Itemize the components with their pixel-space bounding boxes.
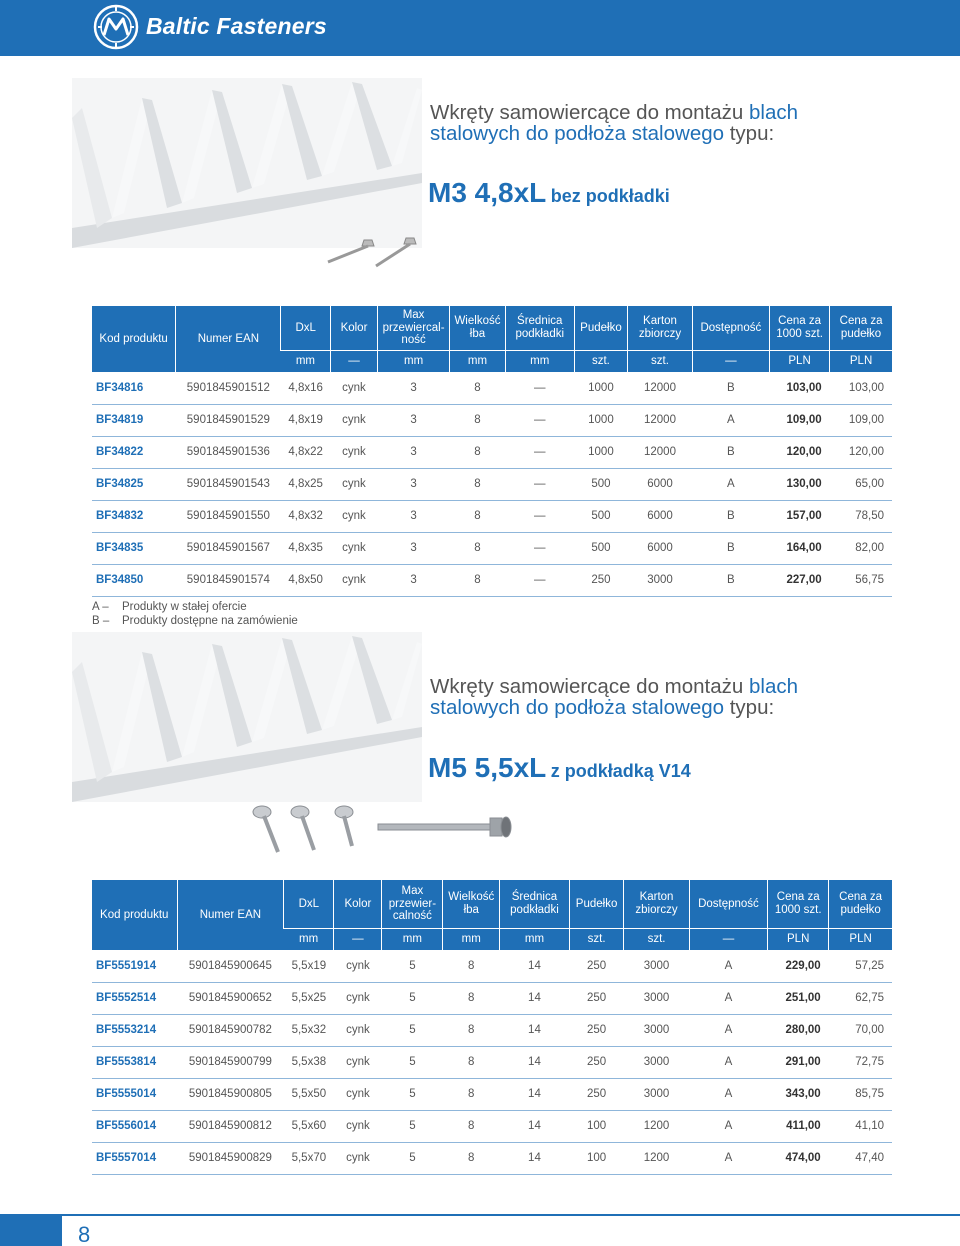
table-cell: 5901845901512: [176, 372, 281, 404]
title-text: Wkręty samowiercące do montażu: [430, 675, 750, 698]
table-cell: 3000: [624, 1046, 689, 1078]
table-cell: B: [692, 564, 769, 596]
column-header: Numer EAN: [176, 306, 281, 372]
table-row: [92, 468, 892, 500]
table-cell: 3: [378, 372, 450, 404]
table-cell: —: [505, 436, 574, 468]
table-cell: B: [692, 500, 769, 532]
table-cell: 14: [500, 982, 570, 1014]
table-cell: 4,8x35: [281, 532, 330, 564]
table-cell: BF5553214: [92, 1014, 177, 1046]
table-cell: B: [692, 372, 769, 404]
logo-icon: [92, 3, 140, 51]
column-header: Kod produktu: [92, 880, 177, 950]
table-cell: A: [689, 1046, 767, 1078]
table-cell: 5,5x38: [284, 1046, 334, 1078]
table-cell: 8: [450, 564, 506, 596]
column-header: Kod produktu: [92, 306, 176, 372]
unit-header: —: [330, 350, 377, 372]
table-cell: 3: [378, 468, 450, 500]
product-table: [92, 880, 892, 1175]
table-cell: 8: [443, 1142, 500, 1174]
unit-header: —: [334, 928, 382, 950]
table-row: [92, 1046, 892, 1078]
footer-bar: [0, 1214, 62, 1246]
table-cell: 65,00: [830, 468, 892, 500]
table-cell: 164,00: [770, 532, 830, 564]
table-cell: 5,5x70: [284, 1142, 334, 1174]
table-cell: 12000: [628, 372, 692, 404]
brand-name: Baltic Fasteners: [146, 13, 327, 39]
table-cell: 8: [450, 468, 506, 500]
column-header: Dostępność: [692, 306, 769, 350]
table-cell: 41,10: [829, 1110, 892, 1142]
unit-header: mm: [378, 350, 450, 372]
table-cell: 5901845900812: [177, 1110, 284, 1142]
table-cell: 500: [574, 532, 628, 564]
table-row: [92, 1078, 892, 1110]
table-cell: cynk: [330, 468, 377, 500]
table-cell: 47,40: [829, 1142, 892, 1174]
unit-header: —: [689, 928, 767, 950]
table-cell: —: [505, 532, 574, 564]
table-cell: A: [689, 982, 767, 1014]
table-cell: 14: [500, 1046, 570, 1078]
column-header: DxL: [284, 880, 334, 928]
table-cell: 4,8x32: [281, 500, 330, 532]
table-cell: 103,00: [770, 372, 830, 404]
table-cell: 4,8x16: [281, 372, 330, 404]
column-header: DxL: [281, 306, 330, 350]
column-header: Max przewier-calność: [382, 880, 443, 928]
table-cell: 120,00: [830, 436, 892, 468]
table-cell: 8: [450, 436, 506, 468]
table-cell: 5901845901567: [176, 532, 281, 564]
table-cell: 5901845901574: [176, 564, 281, 596]
unit-header: mm: [284, 928, 334, 950]
column-header: Dostępność: [689, 880, 767, 928]
table-cell: 227,00: [770, 564, 830, 596]
table-cell: BF34835: [92, 532, 176, 564]
column-header: Numer EAN: [177, 880, 284, 950]
section-title: [430, 102, 798, 144]
unit-header: PLN: [770, 350, 830, 372]
title-highlight: blach: [749, 101, 799, 124]
table-cell: 4,8x25: [281, 468, 330, 500]
table-cell: 1200: [624, 1142, 689, 1174]
table-cell: 3000: [624, 1078, 689, 1110]
table-cell: 14: [500, 1078, 570, 1110]
table-cell: A: [689, 1142, 767, 1174]
model-heading: [428, 177, 670, 209]
table-cell: A: [692, 404, 769, 436]
table-cell: 3000: [624, 982, 689, 1014]
unit-header: szt.: [624, 928, 689, 950]
table-cell: cynk: [330, 500, 377, 532]
column-header: Cena za 1000 szt.: [768, 880, 829, 928]
table-cell: cynk: [334, 1142, 382, 1174]
table-cell: 3000: [624, 950, 689, 982]
table-cell: 4,8x50: [281, 564, 330, 596]
table-cell: 500: [574, 468, 628, 500]
table-cell: 8: [443, 1110, 500, 1142]
table-row: [92, 1014, 892, 1046]
table-cell: 62,75: [829, 982, 892, 1014]
page-number: 8: [78, 1222, 91, 1246]
unit-header: szt.: [628, 350, 692, 372]
model-heading: [428, 752, 691, 784]
table-cell: 8: [443, 1078, 500, 1110]
legend-key: A –: [92, 601, 109, 613]
table-cell: 5: [382, 982, 443, 1014]
table-cell: cynk: [334, 1078, 382, 1110]
table-cell: BF34816: [92, 372, 176, 404]
table-cell: cynk: [334, 982, 382, 1014]
table-cell: 3: [378, 500, 450, 532]
table-cell: 5901845900805: [177, 1078, 284, 1110]
table-row: [92, 982, 892, 1014]
model-subtitle: z podkładką V14: [550, 761, 691, 781]
column-header: Pudełko: [569, 880, 623, 928]
table-cell: 250: [569, 1014, 623, 1046]
table-cell: 5: [382, 1046, 443, 1078]
legend-item: [92, 600, 298, 614]
table-cell: 5,5x50: [284, 1078, 334, 1110]
table-row: [92, 564, 892, 596]
column-header: Wielkość łba: [443, 880, 500, 928]
model-name: M3 4,8xL: [428, 177, 547, 208]
table-cell: 100: [569, 1110, 623, 1142]
table-cell: 103,00: [830, 372, 892, 404]
table-cell: BF5557014: [92, 1142, 177, 1174]
legend-text: Produkty w stałej ofercie: [122, 601, 247, 613]
table-cell: 109,00: [830, 404, 892, 436]
table-cell: 250: [569, 982, 623, 1014]
table-cell: 250: [569, 1078, 623, 1110]
table-cell: A: [692, 468, 769, 500]
table-cell: cynk: [330, 564, 377, 596]
table-cell: BF5552514: [92, 982, 177, 1014]
table-cell: 1000: [574, 404, 628, 436]
table-cell: 14: [500, 950, 570, 982]
table-cell: BF34825: [92, 468, 176, 500]
table-cell: 291,00: [768, 1046, 829, 1078]
table-cell: cynk: [330, 372, 377, 404]
table-cell: cynk: [330, 532, 377, 564]
table-row: [92, 404, 892, 436]
table-cell: 57,25: [829, 950, 892, 982]
table-cell: 229,00: [768, 950, 829, 982]
table-cell: 250: [574, 564, 628, 596]
table-cell: 1000: [574, 436, 628, 468]
column-header: Kolor: [334, 880, 382, 928]
table-cell: A: [689, 950, 767, 982]
column-header: Średnica podkładki: [500, 880, 570, 928]
table-cell: 8: [450, 404, 506, 436]
table-cell: 82,00: [830, 532, 892, 564]
table-cell: 5: [382, 1014, 443, 1046]
screws-image: [318, 232, 428, 272]
column-header: Karton zbiorczy: [628, 306, 692, 350]
table-cell: 12000: [628, 436, 692, 468]
table-cell: 5: [382, 1078, 443, 1110]
table-cell: A: [689, 1110, 767, 1142]
table-cell: 250: [569, 950, 623, 982]
table-cell: BF5553814: [92, 1046, 177, 1078]
table-cell: 3: [378, 404, 450, 436]
table-cell: 474,00: [768, 1142, 829, 1174]
column-header: Cena za pudełko: [830, 306, 892, 350]
title-text: typu:: [724, 696, 775, 719]
unit-header: —: [692, 350, 769, 372]
legend: [92, 600, 298, 628]
table-cell: 14: [500, 1142, 570, 1174]
table-cell: 14: [500, 1014, 570, 1046]
table-cell: 5901845900782: [177, 1014, 284, 1046]
table-cell: 8: [443, 1046, 500, 1078]
table-cell: cynk: [334, 950, 382, 982]
table-cell: cynk: [330, 404, 377, 436]
table-cell: —: [505, 468, 574, 500]
unit-header: mm: [500, 928, 570, 950]
table-row: [92, 436, 892, 468]
table-cell: BF34819: [92, 404, 176, 436]
roof-sheet-image: [72, 78, 422, 248]
table-cell: 5901845900799: [177, 1046, 284, 1078]
table-cell: 8: [450, 372, 506, 404]
table-cell: 3: [378, 436, 450, 468]
title-highlight: stalowych do podłoża stalowego: [430, 122, 725, 145]
table-cell: 280,00: [768, 1014, 829, 1046]
table-cell: cynk: [334, 1110, 382, 1142]
table-cell: 5: [382, 950, 443, 982]
title-text: typu:: [724, 122, 775, 145]
column-header: Cena za pudełko: [829, 880, 892, 928]
table-cell: 4,8x19: [281, 404, 330, 436]
table-cell: B: [692, 532, 769, 564]
table-cell: cynk: [330, 436, 377, 468]
table-cell: —: [505, 372, 574, 404]
table-cell: 8: [443, 950, 500, 982]
table-cell: 250: [569, 1046, 623, 1078]
model-name: M5 5,5xL: [428, 752, 547, 783]
table-cell: 8: [443, 1014, 500, 1046]
table-cell: cynk: [334, 1046, 382, 1078]
table-row: [92, 500, 892, 532]
table-cell: BF34832: [92, 500, 176, 532]
column-header: Karton zbiorczy: [624, 880, 689, 928]
table-row: [92, 1110, 892, 1142]
table-cell: 5: [382, 1110, 443, 1142]
table-cell: 343,00: [768, 1078, 829, 1110]
table-cell: BF5551914: [92, 950, 177, 982]
table-cell: 5,5x60: [284, 1110, 334, 1142]
column-header: Kolor: [330, 306, 377, 350]
unit-header: mm: [450, 350, 506, 372]
footer-line: [62, 1214, 960, 1216]
table-cell: 5901845901543: [176, 468, 281, 500]
table-cell: 78,50: [830, 500, 892, 532]
table-cell: BF5556014: [92, 1110, 177, 1142]
product-table: [92, 306, 892, 597]
table-cell: B: [692, 436, 769, 468]
table-cell: 12000: [628, 404, 692, 436]
unit-header: mm: [505, 350, 574, 372]
screws-image: [248, 800, 518, 862]
legend-key: B –: [92, 615, 110, 627]
column-header: Wielkość łba: [450, 306, 506, 350]
table-cell: 109,00: [770, 404, 830, 436]
table-cell: 5,5x25: [284, 982, 334, 1014]
table-row: [92, 1142, 892, 1174]
table-cell: —: [505, 500, 574, 532]
unit-header: mm: [382, 928, 443, 950]
legend-text: Produkty dostępne na zamówienie: [122, 615, 298, 627]
table-cell: —: [505, 564, 574, 596]
column-header: Cena za 1000 szt.: [770, 306, 830, 350]
table-cell: cynk: [334, 1014, 382, 1046]
table-cell: 70,00: [829, 1014, 892, 1046]
table-cell: 6000: [628, 532, 692, 564]
title-highlight: stalowych do podłoża stalowego: [430, 696, 725, 719]
table-row: [92, 532, 892, 564]
table-cell: 1200: [624, 1110, 689, 1142]
table-cell: 1000: [574, 372, 628, 404]
table-cell: 5,5x19: [284, 950, 334, 982]
table-cell: A: [689, 1014, 767, 1046]
roof-sheet-image: [72, 632, 422, 802]
table-cell: 5: [382, 1142, 443, 1174]
table-cell: 411,00: [768, 1110, 829, 1142]
table-cell: 14: [500, 1110, 570, 1142]
title-text: Wkręty samowiercące do montażu: [430, 101, 750, 124]
table-cell: 100: [569, 1142, 623, 1174]
table-row: [92, 372, 892, 404]
table-cell: 5901845900652: [177, 982, 284, 1014]
table-cell: A: [689, 1078, 767, 1110]
table-cell: 5901845901529: [176, 404, 281, 436]
table-cell: BF34850: [92, 564, 176, 596]
table-cell: 72,75: [829, 1046, 892, 1078]
table-cell: 251,00: [768, 982, 829, 1014]
model-subtitle: bez podkładki: [550, 186, 670, 206]
table-cell: 5901845900829: [177, 1142, 284, 1174]
unit-header: PLN: [829, 928, 892, 950]
table-cell: 8: [450, 532, 506, 564]
table-cell: 5901845900645: [177, 950, 284, 982]
table-cell: 157,00: [770, 500, 830, 532]
table-cell: 500: [574, 500, 628, 532]
table-cell: 3: [378, 532, 450, 564]
table-cell: 120,00: [770, 436, 830, 468]
header-bar: [0, 0, 960, 56]
column-header: Średnica podkładki: [505, 306, 574, 350]
unit-header: PLN: [768, 928, 829, 950]
unit-header: PLN: [830, 350, 892, 372]
section-title: [430, 676, 798, 718]
table-cell: 5901845901550: [176, 500, 281, 532]
table-cell: 6000: [628, 500, 692, 532]
unit-header: szt.: [574, 350, 628, 372]
table-cell: 3000: [624, 1014, 689, 1046]
unit-header: mm: [443, 928, 500, 950]
table-cell: 6000: [628, 468, 692, 500]
table-cell: 3000: [628, 564, 692, 596]
table-cell: 85,75: [829, 1078, 892, 1110]
table-cell: 56,75: [830, 564, 892, 596]
table-cell: BF34822: [92, 436, 176, 468]
legend-item: [92, 614, 298, 628]
column-header: Pudełko: [574, 306, 628, 350]
table-cell: 8: [443, 982, 500, 1014]
column-header: Max przewiercal-ność: [378, 306, 450, 350]
unit-header: szt.: [569, 928, 623, 950]
table-cell: 8: [450, 500, 506, 532]
title-highlight: blach: [749, 675, 799, 698]
table-row: [92, 950, 892, 982]
table-cell: BF5555014: [92, 1078, 177, 1110]
table-cell: 4,8x22: [281, 436, 330, 468]
table-cell: 130,00: [770, 468, 830, 500]
unit-header: mm: [281, 350, 330, 372]
table-cell: 5,5x32: [284, 1014, 334, 1046]
table-cell: —: [505, 404, 574, 436]
table-cell: 3: [378, 564, 450, 596]
table-cell: 5901845901536: [176, 436, 281, 468]
